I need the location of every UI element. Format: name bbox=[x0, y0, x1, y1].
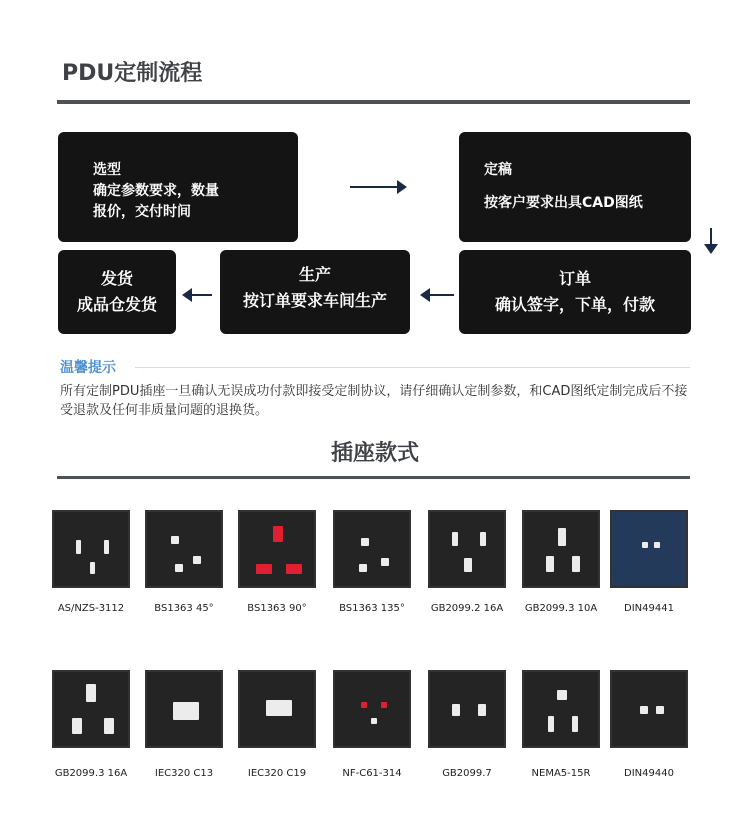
socket-slot bbox=[266, 700, 292, 716]
step-select-name: 选型 bbox=[93, 162, 121, 178]
socket-image bbox=[145, 510, 223, 588]
socket-slot bbox=[104, 718, 114, 734]
socket-image bbox=[428, 670, 506, 748]
title-divider bbox=[57, 100, 690, 104]
socket-image bbox=[52, 510, 130, 588]
socket-slot bbox=[656, 706, 664, 714]
socket-slot bbox=[256, 564, 272, 574]
step-order-name: 订单 bbox=[558, 269, 591, 288]
socket-label: GB2099.2 16A bbox=[430, 603, 504, 614]
socket-slot bbox=[173, 702, 199, 720]
arrow-down-icon bbox=[710, 228, 712, 246]
socket-image bbox=[610, 670, 688, 748]
socket-slot bbox=[104, 540, 109, 554]
socket-slot bbox=[381, 702, 387, 708]
socket-image bbox=[522, 670, 600, 748]
tip-heading: 温馨提示 bbox=[60, 360, 116, 376]
step-select-line1: 确定参数要求，数量 bbox=[93, 183, 219, 199]
step-ship-box bbox=[58, 250, 176, 334]
socket-image bbox=[428, 510, 506, 588]
socket-image bbox=[145, 670, 223, 748]
socket-slot bbox=[359, 564, 367, 572]
step-produce-name: 生产 bbox=[298, 265, 331, 284]
socket-image bbox=[522, 510, 600, 588]
socket-slot bbox=[72, 718, 82, 734]
step-produce-box bbox=[220, 250, 410, 334]
tip-divider bbox=[135, 367, 690, 368]
socket-slot bbox=[548, 716, 554, 732]
socket-slot bbox=[381, 558, 389, 566]
tip-text: 所有定制PDU插座一旦确认无误成功付款即接受定制协议，请仔细确认定制参数，和CAD图纸定制完成后不接受退款及任何非质量问题的退换货。 bbox=[60, 384, 688, 418]
socket-image bbox=[238, 510, 316, 588]
socket-slot bbox=[273, 526, 283, 542]
socket-label: NF-C61-314 bbox=[342, 768, 402, 779]
socket-slot bbox=[480, 532, 486, 546]
socket-slot bbox=[193, 556, 201, 564]
socket-slot bbox=[286, 564, 302, 574]
socket-image bbox=[333, 670, 411, 748]
socket-slot bbox=[76, 540, 81, 554]
socket-slot bbox=[361, 538, 369, 546]
step-order-line1: 确认签字，下单，付款 bbox=[494, 295, 655, 314]
socket-label: AS/NZS-3112 bbox=[57, 603, 125, 614]
sockets-divider bbox=[57, 476, 690, 479]
socket-image bbox=[333, 510, 411, 588]
socket-label: BS1363 45° bbox=[154, 603, 214, 614]
socket-label: IEC320 C19 bbox=[247, 768, 307, 779]
socket-image bbox=[52, 670, 130, 748]
socket-label: DIN49441 bbox=[624, 603, 674, 614]
step-draft-name: 定稿 bbox=[484, 162, 512, 178]
socket-slot bbox=[175, 564, 183, 572]
step-select-box bbox=[58, 132, 298, 242]
sockets-title: 插座款式 bbox=[330, 441, 419, 466]
arrow-left-icon bbox=[428, 294, 454, 296]
socket-label: GB2099.7 bbox=[442, 768, 492, 779]
socket-slot bbox=[464, 558, 472, 572]
arrow-left-icon-2 bbox=[190, 294, 212, 296]
step-ship-line1: 成品仓发货 bbox=[76, 295, 157, 314]
step-select-line2: 报价，交付时间 bbox=[93, 204, 191, 220]
socket-slot bbox=[557, 690, 567, 700]
step-produce-line1: 按订单要求车间生产 bbox=[242, 291, 387, 310]
socket-slot bbox=[572, 716, 578, 732]
socket-slot bbox=[572, 556, 580, 572]
step-draft-line1: 按客户要求出具CAD图纸 bbox=[484, 195, 643, 211]
socket-label: DIN49440 bbox=[624, 768, 674, 779]
socket-slot bbox=[640, 706, 648, 714]
socket-image bbox=[610, 510, 688, 588]
socket-slot bbox=[86, 684, 96, 702]
socket-slot bbox=[371, 718, 377, 724]
socket-slot bbox=[90, 562, 95, 574]
socket-slot bbox=[171, 536, 179, 544]
step-draft-box bbox=[459, 132, 691, 242]
socket-label: IEC320 C13 bbox=[154, 768, 214, 779]
socket-slot bbox=[654, 542, 660, 548]
socket-label: GB2099.3 10A bbox=[524, 603, 598, 614]
socket-label: BS1363 135° bbox=[339, 603, 405, 614]
arrow-right-icon bbox=[350, 186, 405, 188]
socket-slot bbox=[642, 542, 648, 548]
page-title: PDU定制流程 bbox=[62, 61, 203, 86]
step-ship-name: 发货 bbox=[100, 269, 133, 288]
socket-label: BS1363 90° bbox=[247, 603, 307, 614]
socket-slot bbox=[361, 702, 367, 708]
step-order-box bbox=[459, 250, 691, 334]
socket-label: NEMA5-15R bbox=[531, 768, 591, 779]
socket-slot bbox=[558, 528, 566, 546]
socket-slot bbox=[478, 704, 486, 716]
socket-slot bbox=[546, 556, 554, 572]
socket-slot bbox=[452, 532, 458, 546]
socket-slot bbox=[452, 704, 460, 716]
socket-image bbox=[238, 670, 316, 748]
socket-label: GB2099.3 16A bbox=[54, 768, 128, 779]
